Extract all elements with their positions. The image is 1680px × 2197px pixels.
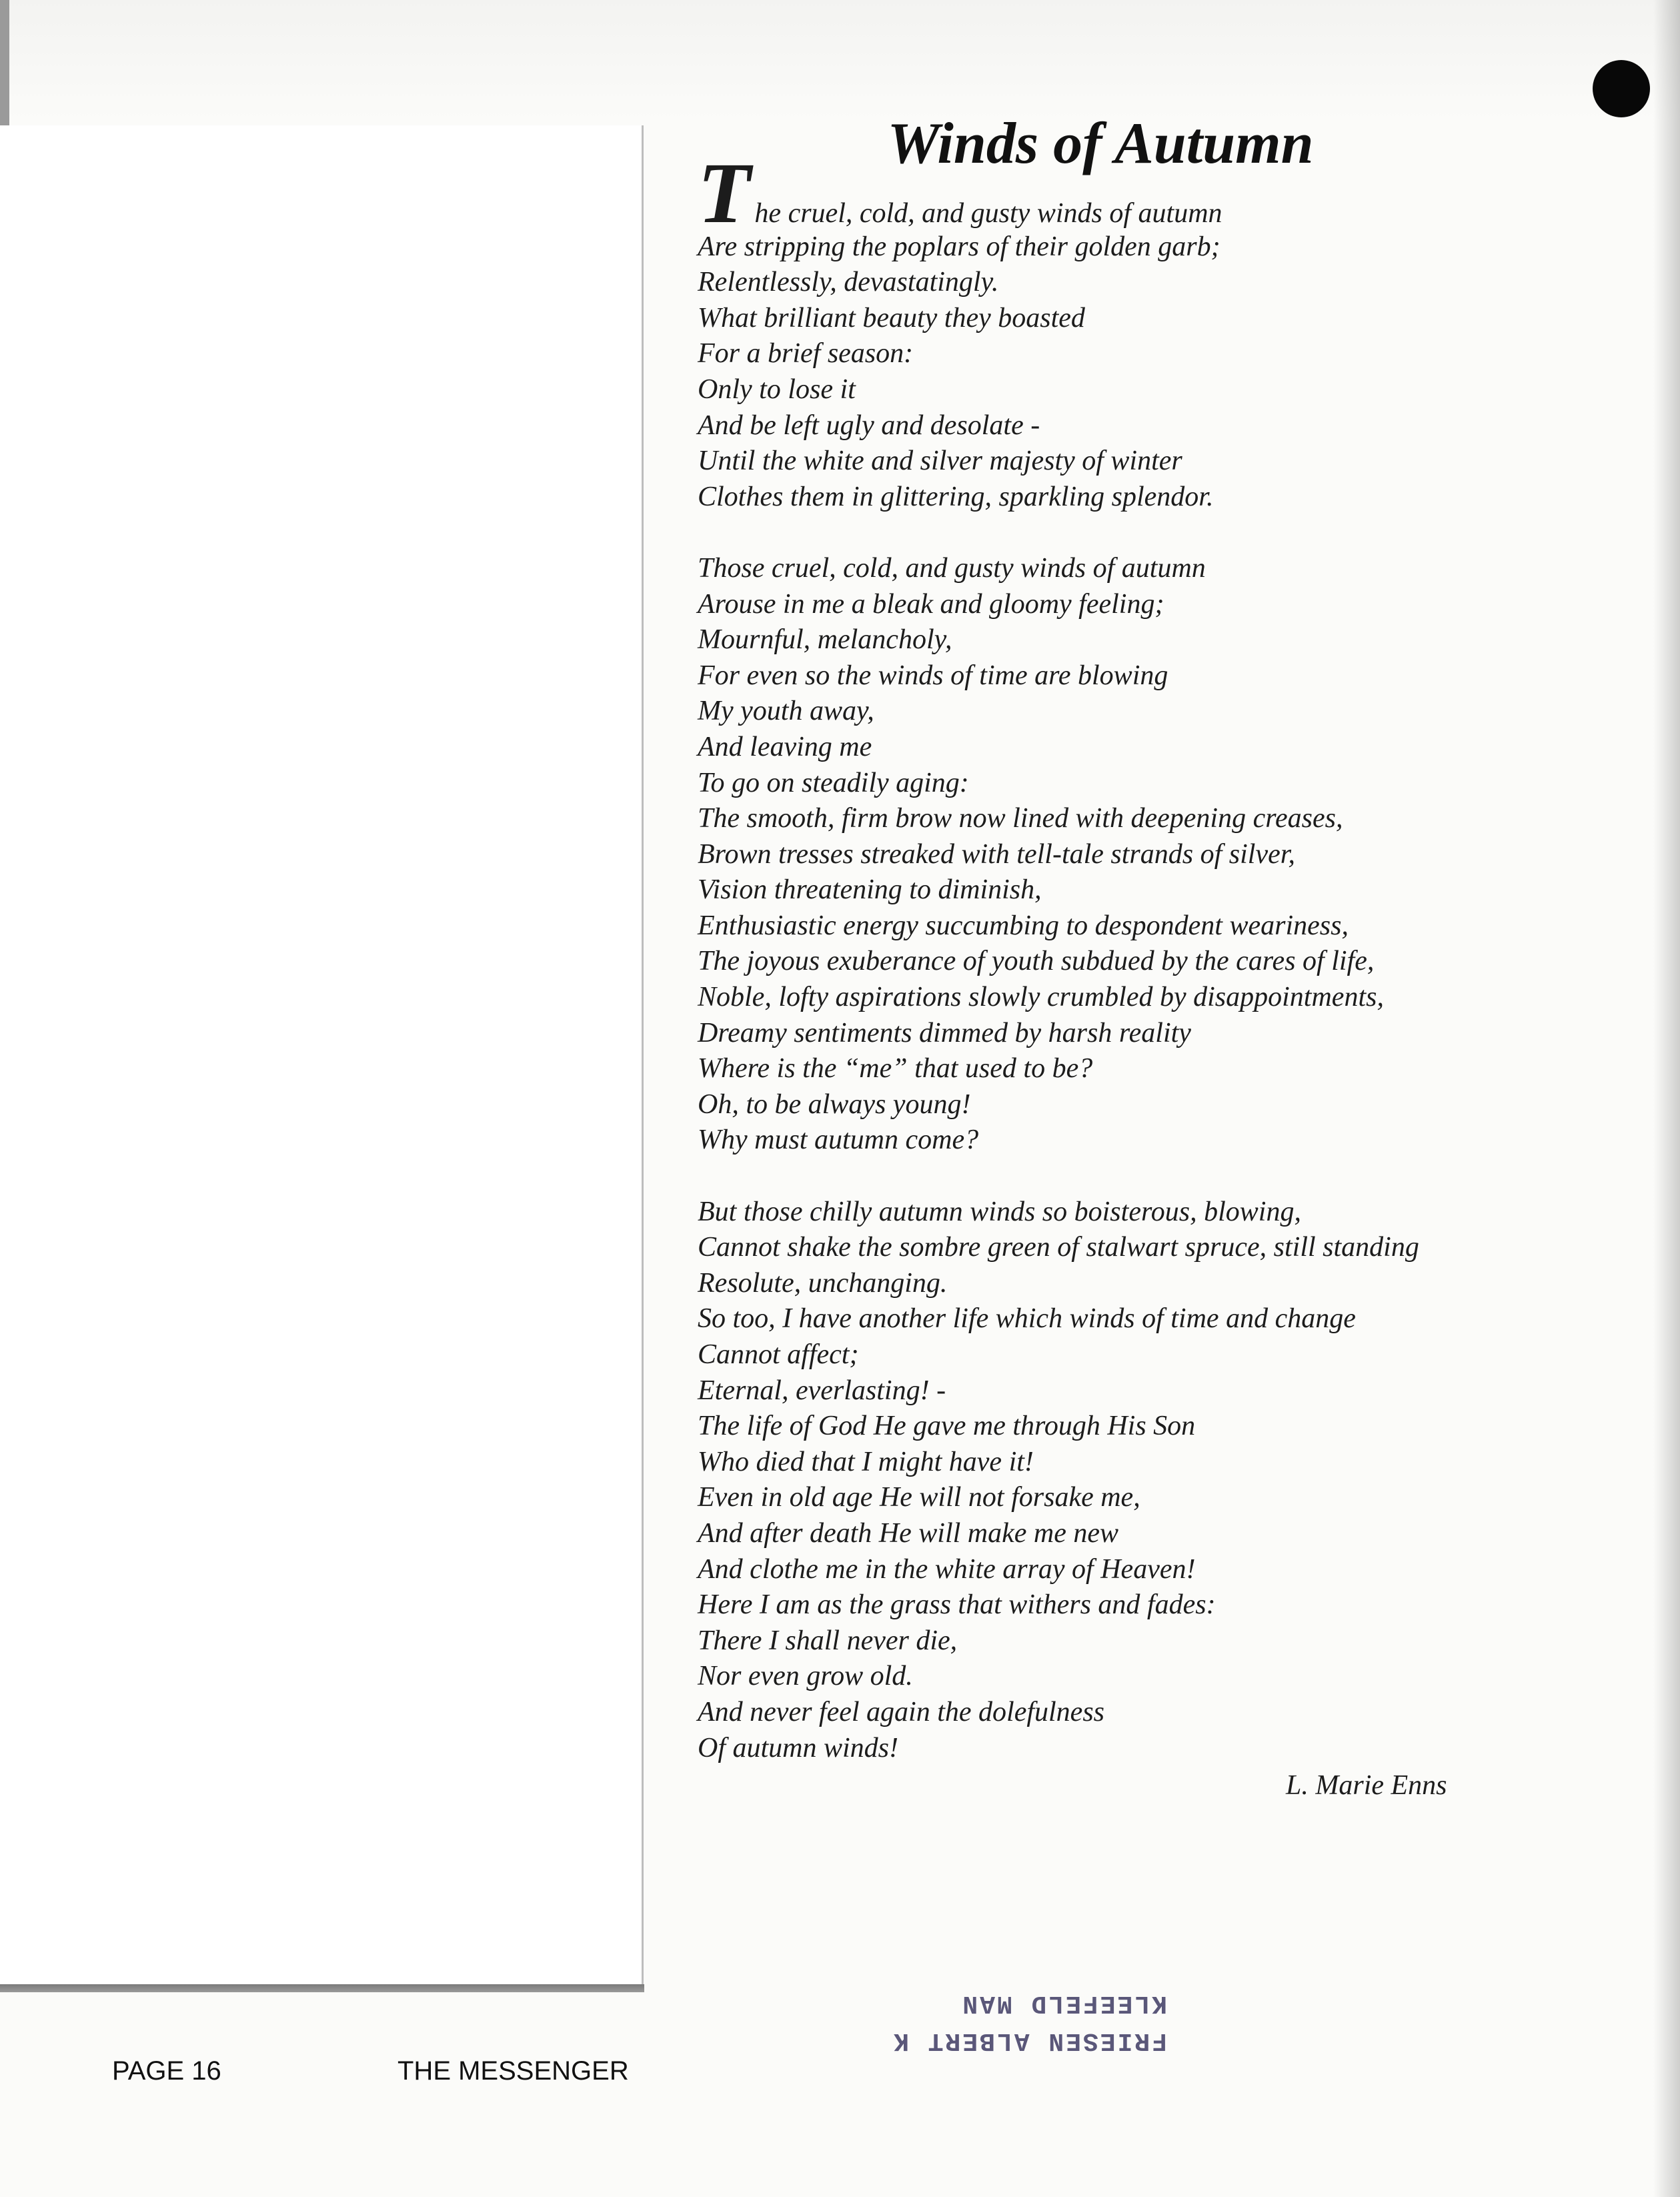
poem-author: L. Marie Enns xyxy=(1286,1770,1447,1801)
stanza-3 xyxy=(698,1195,1631,1767)
stamp-line-town: KLEEFELD MAN xyxy=(960,1989,1167,2018)
poem-title: Winds of Autumn xyxy=(887,111,1314,176)
poem-line: But those chilly autumn winds so boisterous, blowing, xyxy=(698,1196,1301,1227)
poem-line: Are stripping the poplars of their golden garb; xyxy=(698,231,1220,262)
poem-line: Until the white and silver majesty of winter xyxy=(698,446,1182,477)
poem-line: And be left ugly and desolate - xyxy=(698,410,1040,441)
poem-line: Dreamy sentiments dimmed by harsh reality xyxy=(698,1017,1191,1048)
poem-line: Brown tresses streaked with tell-tale strands of silver, xyxy=(698,838,1295,870)
stanza-gap xyxy=(698,1159,1631,1195)
poem-line: And clothe me in the white array of Heaven! xyxy=(698,1553,1196,1585)
poem-line: Where is the “me” that used to be? xyxy=(698,1053,1093,1084)
poem-line: The joyous exuberance of youth subdued by the cares of life, xyxy=(698,946,1375,977)
page-top-edge xyxy=(0,0,1680,120)
poem-line: Enthusiastic energy succumbing to despondent weariness, xyxy=(698,910,1349,941)
poem-line: What brilliant beauty they boasted xyxy=(698,302,1085,333)
poem-line: Even in old age He will not forsake me, xyxy=(698,1482,1140,1513)
poem-line: Those cruel, cold, and gusty winds of autumn xyxy=(698,552,1206,584)
poem-line: Relentlessly, devastatingly. xyxy=(698,267,999,298)
poem-line: Oh, to be always young! xyxy=(698,1088,971,1120)
poem-line: Eternal, everlasting! - xyxy=(698,1375,946,1406)
poem-line: To go on steadily aging: xyxy=(698,767,969,798)
poem-line: The smooth, firm brow now lined with deepening creases, xyxy=(698,803,1343,834)
poem-line: And after death He will make me new xyxy=(698,1517,1119,1549)
footer-magazine-name: THE MESSENGER xyxy=(397,2056,629,2086)
poem-line: Arouse in me a bleak and gloomy feeling; xyxy=(698,588,1164,620)
page-left-edge xyxy=(0,0,9,127)
blank-overlay-panel xyxy=(0,125,644,1986)
address-stamp xyxy=(847,1984,1167,2059)
poem-line: Cannot affect; xyxy=(698,1339,859,1370)
drop-cap: T xyxy=(698,145,751,241)
poem-line: Here I am as the grass that withers and fades: xyxy=(698,1589,1216,1621)
poem-line: So too, I have another life which winds of time and change xyxy=(698,1303,1356,1335)
poem-line: Only to lose it xyxy=(698,374,856,405)
poem-line: For even so the winds of time are blowing xyxy=(698,660,1168,691)
footer-page-number: PAGE 16 xyxy=(112,2056,221,2086)
poem-body xyxy=(698,145,1631,1766)
poem-line: For a brief season: xyxy=(698,338,914,370)
stamp-line-name: FRIESEN ALBERT K xyxy=(892,2026,1167,2055)
poem-line: And never feel again the dolefulness xyxy=(698,1696,1105,1727)
poem-line: Who died that I might have it! xyxy=(698,1446,1034,1477)
poem-line: The life of God He gave me through His Son xyxy=(698,1411,1196,1442)
page-right-shadow xyxy=(1653,0,1680,2197)
poem-line: My youth away, xyxy=(698,696,874,727)
poem-line: Mournful, melancholy, xyxy=(698,624,952,656)
poem-line: Resolute, unchanging. xyxy=(698,1267,948,1299)
stanza-gap xyxy=(698,515,1631,551)
stanza-1 xyxy=(698,145,1631,515)
poem-line: Why must autumn come? xyxy=(698,1125,979,1156)
poem-line: There I shall never die, xyxy=(698,1625,958,1656)
poem-line-text: he cruel, cold, and gusty winds of autumn xyxy=(754,198,1222,229)
poem-line xyxy=(698,145,1631,241)
poem-line: Vision threatening to diminish, xyxy=(698,874,1042,906)
poem-line: Of autumn winds! xyxy=(698,1732,899,1763)
poem-line: Clothes them in glittering, sparkling splendor. xyxy=(698,481,1214,512)
stanza-2 xyxy=(698,551,1631,1159)
poem-line: Cannot shake the sombre green of stalwart spruce, still standing xyxy=(698,1232,1419,1263)
poem-line: Noble, lofty aspirations slowly crumbled by disappointments, xyxy=(698,982,1384,1013)
punch-hole-icon xyxy=(1593,60,1650,117)
panel-bottom-shadow xyxy=(0,1984,644,1992)
poem-line: And leaving me xyxy=(698,731,872,762)
poem-line: Nor even grow old. xyxy=(698,1661,913,1692)
